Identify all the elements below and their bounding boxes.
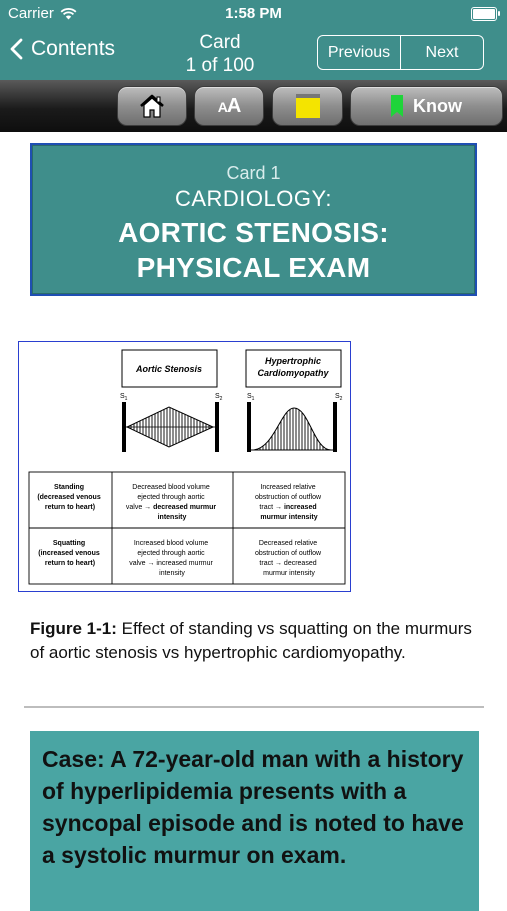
divider	[24, 706, 484, 708]
bookmark-icon	[391, 95, 403, 117]
hcm-s2-bar	[333, 402, 337, 452]
card-title	[32, 215, 475, 285]
case-box	[30, 731, 479, 911]
hcm-s1-bar	[247, 402, 251, 452]
as-s2-label: $S_2$	[215, 393, 223, 402]
murmur-diagram	[19, 342, 349, 590]
as-s1-label: $S_1$	[120, 393, 128, 402]
prev-next-segment	[317, 35, 484, 70]
chevron-left-icon	[10, 38, 23, 60]
row2-as: Increased blood volume ejected through aortic valve → increased murmur intensity	[129, 540, 213, 577]
know-button-label: Know	[413, 95, 462, 116]
murmur-figure	[18, 341, 351, 592]
battery-fill	[473, 9, 495, 19]
hcm-s1-label: $S_1$	[247, 393, 255, 402]
previous-button[interactable]: Previous	[318, 36, 401, 69]
home-icon	[139, 93, 165, 119]
row2-hcm: Decreased relative obstruction of outflow tract → decreased murmur intensity	[254, 540, 322, 577]
card-header	[30, 143, 477, 296]
row1-label: Standing (decreased venous return to heart)	[37, 484, 101, 511]
home-button[interactable]	[117, 86, 187, 126]
card-counter: 1 of 100	[185, 55, 255, 76]
know-button[interactable]	[350, 86, 503, 126]
card-category: CARDIOLOGY:	[174, 186, 333, 211]
row1-hcm: Increased relative obstruction of outflow tract → increased murmur intensity	[254, 484, 322, 521]
hcm-murmur-shape	[252, 408, 331, 450]
next-button[interactable]: Next	[425, 43, 459, 61]
toolbar	[0, 80, 507, 132]
notepad-icon	[296, 94, 320, 118]
font-size-icon: AA	[217, 94, 241, 117]
carrier-name: Carrier	[8, 5, 54, 22]
back-button[interactable]	[10, 37, 115, 61]
as-s1-bar	[122, 402, 126, 452]
case-text: Case: A 72-year-old man with a history of hyperlipidemia presents with a syncopal episode and is noted to have a systolic murmur on exam.	[42, 746, 464, 868]
back-button-label: Contents	[31, 37, 116, 60]
figure-caption-text: Effect of standing vs squatting on the murmurs of aortic stenosis vs hypertrophic cardiomyopathy.	[30, 619, 472, 662]
status-time: 1:58 PM	[225, 5, 282, 22]
status-bar	[0, 0, 507, 28]
card-title-line1: AORTIC STENOSIS:	[118, 217, 389, 248]
hcm-s2-label: $S_2$	[335, 393, 343, 402]
nav-title	[150, 31, 290, 77]
card-number: Card 1	[226, 163, 281, 183]
row2-label: Squatting (increased venous return to heart)	[38, 540, 100, 567]
as-header: Aortic Stenosis	[135, 364, 203, 374]
battery-icon	[471, 7, 497, 21]
notes-button[interactable]	[272, 86, 343, 126]
as-s2-bar	[215, 402, 219, 452]
card-title-line2: PHYSICAL EXAM	[136, 252, 371, 283]
figure-caption	[30, 617, 480, 665]
hcm-header-line2: Cardiomyopathy	[257, 368, 329, 378]
row1-as: Decreased blood volume ejected through aortic valve → decreased murmur intensity	[125, 484, 217, 521]
figure-caption-label: Figure 1-1:	[30, 619, 117, 638]
hcm-header-line1: Hypertrophic	[264, 356, 322, 366]
nav-title-line1: Card	[199, 32, 241, 53]
font-size-button[interactable]	[194, 86, 264, 126]
navigation-bar	[0, 28, 507, 80]
